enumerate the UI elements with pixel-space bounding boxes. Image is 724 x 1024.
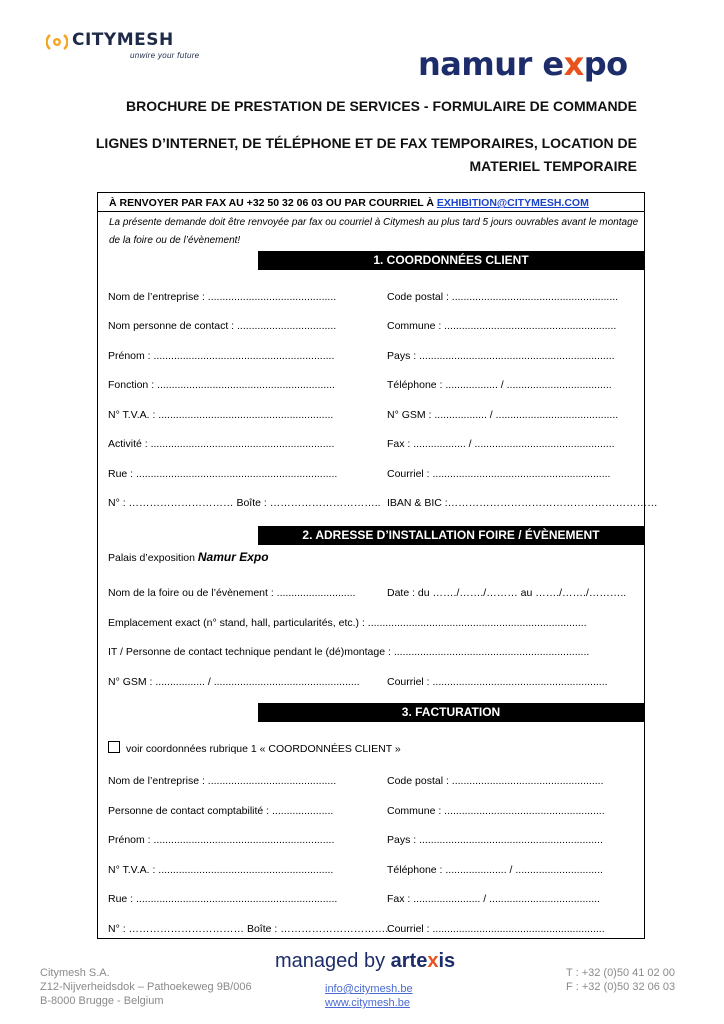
- footer-telephone: T : +32 (0)50 41 02 00: [566, 967, 675, 979]
- billing-accounting-contact-field[interactable]: Personne de contact comptabilité : .....................: [108, 805, 334, 817]
- billing-firstname-field[interactable]: Prénom : ..............................................................: [108, 834, 335, 846]
- it-contact-field[interactable]: IT / Personne de contact technique pendant le (dé)montage : ...................................................................: [108, 646, 590, 658]
- client-vat-field[interactable]: N° T.V.A. : ............................................................: [108, 409, 334, 421]
- managed-by-artexis-logo: [275, 950, 455, 973]
- order-form-box: [97, 192, 645, 939]
- client-country-field[interactable]: Pays : ...................................................................: [387, 350, 615, 362]
- client-postcode-field[interactable]: Code postal : .........................................................: [387, 291, 619, 303]
- billing-company-field[interactable]: Nom de l’entreprise : ............................................: [108, 775, 337, 787]
- exhibition-email-link[interactable]: EXHIBITION@CITYMESH.COM: [436, 197, 589, 209]
- footer-address-line1: Z12-Nijverheidsdok – Pathoekeweg 9B/006: [40, 981, 252, 993]
- billing-phone-field[interactable]: Téléphone : ..................... / ..............................: [387, 864, 603, 876]
- artexis-logo-part: is: [438, 950, 456, 972]
- exhibition-palace-value: Namur Expo: [197, 550, 269, 564]
- citymesh-logo: [46, 30, 200, 60]
- client-iban-bic-field[interactable]: IBAN & BIC :……………………………………………………: [387, 497, 658, 509]
- billing-email-field[interactable]: Courriel : ...........................................................: [387, 923, 605, 935]
- page-subtitle-line1: LIGNES D’INTERNET, DE TÉLÉPHONE ET DE FAX TEMPORAIRES, LOCATION DE: [95, 135, 637, 151]
- client-activity-field[interactable]: Activité : ...............................................................: [108, 438, 335, 450]
- send-instructions: [98, 194, 644, 212]
- namur-logo-x: x: [563, 45, 584, 83]
- client-firstname-field[interactable]: Prénom : ..............................................................: [108, 350, 335, 362]
- section2-header: 2. ADRESSE D’INSTALLATION FOIRE / ÉVÈNEMENT: [258, 526, 644, 545]
- client-email-field[interactable]: Courriel : .............................................................: [387, 468, 611, 480]
- billing-vat-field[interactable]: N° T.V.A. : ............................................................: [108, 864, 334, 876]
- exhibition-palace-label: Palais d’exposition: [108, 552, 198, 564]
- page-subtitle-line2: MATERIEL TEMPORAIRE: [469, 158, 637, 174]
- send-instructions-text: À RENVOYER PAR FAX AU +32 50 32 06 03 OU PAR COURRIEL À: [109, 197, 437, 209]
- billing-number-box-field[interactable]: N° : …………………………… Boîte : …………………………..: [108, 923, 392, 935]
- same-as-client-option[interactable]: [108, 741, 401, 756]
- citymesh-wordmark: CITYMESH: [72, 30, 174, 50]
- section3-header: 3. FACTURATION: [258, 703, 644, 722]
- billing-street-field[interactable]: Rue : .....................................................................: [108, 893, 338, 905]
- footer-address-line2: B-8000 Brugge - Belgium: [40, 995, 164, 1007]
- citymesh-signal-icon: [46, 31, 68, 53]
- deadline-notice: La présente demande doit être renvoyée par fax ou courriel à Citymesh au plus tard 5 jours ouvrables avant le montage de la foire ou de l’évènement!: [109, 217, 639, 246]
- event-dates-field[interactable]: Date : du ……./……./……… au ……./……./………..: [387, 587, 627, 599]
- client-gsm-field[interactable]: N° GSM : .................. / ..........................................: [387, 409, 619, 421]
- client-contact-field[interactable]: Nom personne de contact : ..................................: [108, 320, 337, 332]
- install-gsm-field[interactable]: N° GSM : ................. / ..................................................: [108, 676, 360, 688]
- billing-postcode-field[interactable]: Code postal : ....................................................: [387, 775, 604, 787]
- footer-fax: F : +32 (0)50 32 06 03: [566, 981, 676, 993]
- billing-fax-field[interactable]: Fax : ....................... / ......................................: [387, 893, 600, 905]
- client-phone-field[interactable]: Téléphone : .................. / ....................................: [387, 379, 612, 391]
- footer-website-link[interactable]: www.citymesh.be: [325, 997, 410, 1009]
- install-email-field[interactable]: Courriel : ............................................................: [387, 676, 608, 688]
- client-company-field[interactable]: Nom de l’entreprise : ............................................: [108, 291, 337, 303]
- footer-email-link[interactable]: info@citymesh.be: [325, 983, 413, 995]
- event-name-field[interactable]: Nom de la foire ou de l’évènement : ...........................: [108, 587, 356, 599]
- namur-expo-logo: [418, 44, 628, 84]
- client-fax-field[interactable]: Fax : .................. / ................................................: [387, 438, 615, 450]
- namur-logo-part: po: [583, 45, 628, 83]
- footer-company: Citymesh S.A.: [40, 967, 110, 979]
- citymesh-tagline: unwire your future: [130, 51, 200, 60]
- client-municipality-field[interactable]: Commune : ...........................................................: [387, 320, 617, 332]
- page-title: BROCHURE DE PRESTATION DE SERVICES - FORMULAIRE DE COMMANDE: [125, 98, 637, 114]
- client-street-field[interactable]: Rue : .....................................................................: [108, 468, 338, 480]
- same-as-client-label: voir coordonnées rubrique 1 « COORDONNÉES CLIENT »: [126, 743, 401, 755]
- billing-municipality-field[interactable]: Commune : .......................................................: [387, 805, 605, 817]
- namur-logo-part: namur e: [418, 45, 564, 83]
- client-number-box-field[interactable]: N° : ………………………… Boîte : …………………………..: [108, 497, 381, 509]
- exhibition-palace: [108, 550, 269, 565]
- exact-location-field[interactable]: Emplacement exact (n° stand, hall, particularités, etc.) : ...........................................................................: [108, 617, 587, 629]
- same-as-client-checkbox[interactable]: [108, 741, 120, 753]
- section1-header: 1. COORDONNÉES CLIENT: [258, 251, 644, 270]
- client-function-field[interactable]: Fonction : .............................................................: [108, 379, 335, 391]
- artexis-logo-x: x: [427, 950, 439, 972]
- billing-country-field[interactable]: Pays : ...............................................................: [387, 834, 603, 846]
- managed-by-text: managed by: [275, 950, 391, 972]
- artexis-logo-part: arte: [390, 950, 428, 972]
